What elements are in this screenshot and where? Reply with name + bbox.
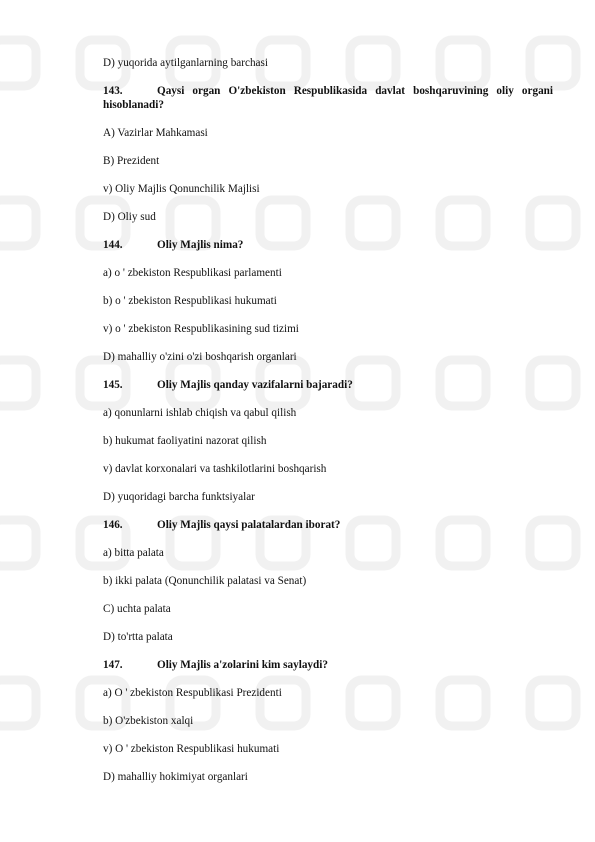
answer-option: v) davlat korxonalari va tashkilotlarini boshqarish	[103, 463, 327, 475]
answer-option: b) hukumat faoliyatini nazorat qilish	[103, 435, 267, 447]
question-number: 144.	[103, 239, 123, 251]
answer-option: D) yuqoridagi barcha funktsiyalar	[103, 491, 255, 503]
answer-option: b) ikki palata (Qonunchilik palatasi va Senat)	[103, 575, 307, 587]
answer-option: C) uchta palata	[103, 603, 171, 615]
answer-option: v) Oliy Majlis Qonunchilik Majlisi	[103, 183, 260, 195]
question-text: Oliy Majlis nima?	[157, 239, 244, 251]
question-146	[103, 518, 553, 532]
answer-option: D) mahalliy hokimiyat organlari	[103, 771, 248, 783]
question-number: 147.	[103, 659, 123, 671]
answer-option: b) o ' zbekiston Respublikasi hukumati	[103, 295, 277, 307]
question-text: Oliy Majlis qaysi palatalardan iborat?	[157, 519, 341, 531]
question-number: 145.	[103, 379, 123, 391]
question-text: Oliy Majlis qanday vazifalarni bajaradi?	[157, 379, 353, 391]
answer-option: D) to'rtta palata	[103, 631, 173, 643]
question-143	[103, 84, 553, 112]
answer-option: v) o ' zbekiston Respublikasining sud tizimi	[103, 323, 299, 335]
question-text: Qaysi organ O'zbekiston Respublikasida davlat boshqaruvining oliy organi hisoblanadi?	[103, 85, 553, 111]
answer-option: a) bitta palata	[103, 547, 164, 559]
answer-option: a) qonunlarni ishlab chiqish va qabul qilish	[103, 407, 297, 419]
question-number: 143.	[103, 85, 123, 97]
answer-option: B) Prezident	[103, 155, 160, 167]
question-text: Oliy Majlis a'zolarini kim saylaydi?	[157, 659, 328, 671]
question-number: 146.	[103, 519, 123, 531]
answer-option: D) yuqorida aytilganlarning barchasi	[103, 57, 268, 69]
answer-option: A) Vazirlar Mahkamasi	[103, 127, 208, 139]
answer-option: a) o ' zbekiston Respublikasi parlamenti	[103, 267, 282, 279]
answer-option: D) Oliy sud	[103, 211, 156, 223]
question-144	[103, 238, 553, 252]
document-page	[103, 56, 553, 798]
question-147	[103, 658, 553, 672]
question-145	[103, 378, 553, 392]
answer-option: b) O'zbekiston xalqi	[103, 715, 194, 727]
answer-option: v) O ' zbekiston Respublikasi hukumati	[103, 743, 280, 755]
answer-option: D) mahalliy o'zini o'zi boshqarish organlari	[103, 351, 297, 363]
answer-option: a) O ' zbekiston Respublikasi Prezidenti	[103, 687, 282, 699]
